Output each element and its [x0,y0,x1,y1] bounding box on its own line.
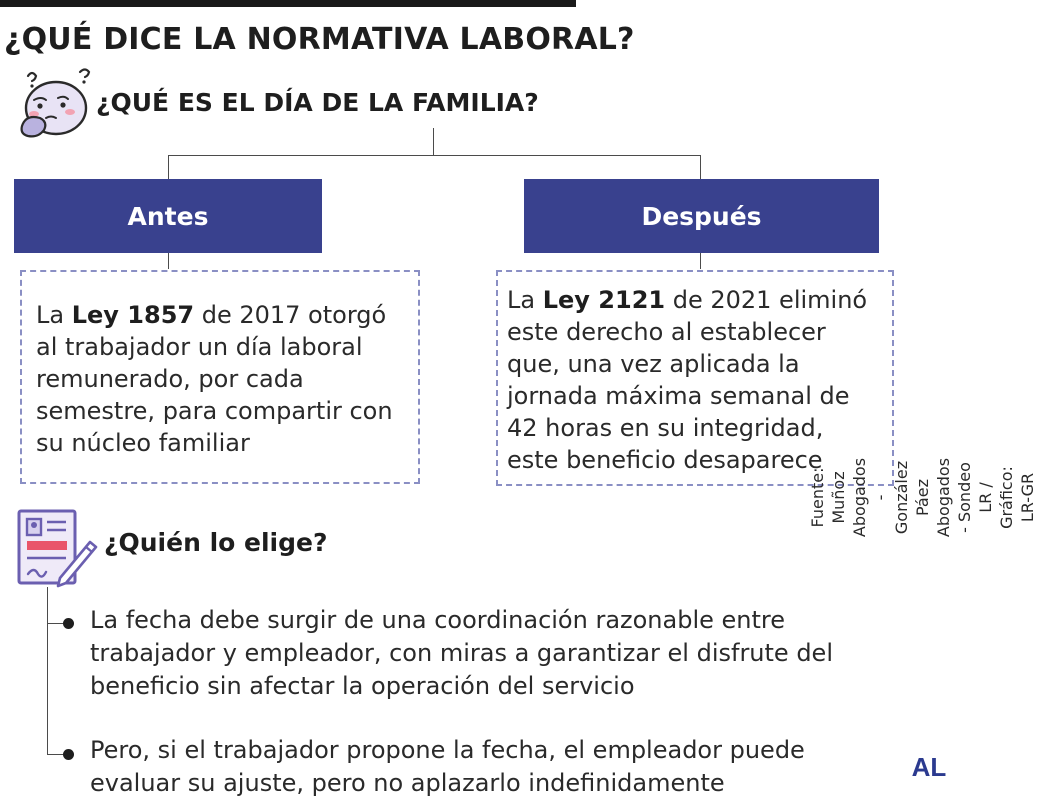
bullet-connector [47,754,63,755]
despues-text-post: de 2021 eliminó este derecho al establecer que, una vez aplicada la jornada máxima semanal de 42 horas en su integridad, este beneficio desaparece [507,286,868,474]
bullet-item: Pero, si el trabajador propone la fecha, el empleador puede evaluar su ajuste, pero no aplazarlo indefinidamente [90,736,805,797]
quien-heading: ¿Quién lo elige? [104,528,328,557]
bullet-dot [63,749,74,760]
antes-law: Ley 1857 [71,301,195,329]
despues-label: Después [641,201,762,231]
bullet-item: La fecha debe surgir de una coordinación razonable entre trabajador y empleador, con miras a garantizar el disfrute del beneficio sin afectar la operación del servicio [90,606,833,700]
antes-text-pre: La [36,301,72,329]
thinking-face-icon [14,64,96,144]
logo: AL [906,744,952,790]
page-title: ¿QUÉ DICE LA NORMATIVA LABORAL? [4,22,635,57]
source-text: Fuente: Muñoz Abogados - González Páez Abogados - Sondeo LR / Gráfico: LR-GR [808,457,1038,537]
despues-header [524,179,879,253]
connector-line [168,253,169,269]
connector-line [433,128,434,155]
despues-text-box [496,270,894,486]
connector-line [700,155,701,179]
connector-line [168,155,700,156]
antes-header [14,179,322,253]
despues-law: Ley 2121 [542,286,666,314]
top-rule [0,0,576,7]
source-credit [808,262,1038,732]
document-signature-icon [16,508,100,588]
bullet-dot [63,618,74,629]
section-title: ¿QUÉ ES EL DÍA DE LA FAMILIA? [96,88,539,117]
antes-label: Antes [127,201,209,231]
antes-text-box [20,270,420,484]
despues-text-pre: La [507,286,543,314]
bullet-connector [47,587,48,754]
antes-text-post: de 2017 otorgó al trabajador un día laboral remunerado, por cada semestre, para compartir con su núcleo familiar [36,301,393,457]
bullet-connector [47,623,63,624]
connector-line [168,155,169,179]
connector-line [700,253,701,269]
